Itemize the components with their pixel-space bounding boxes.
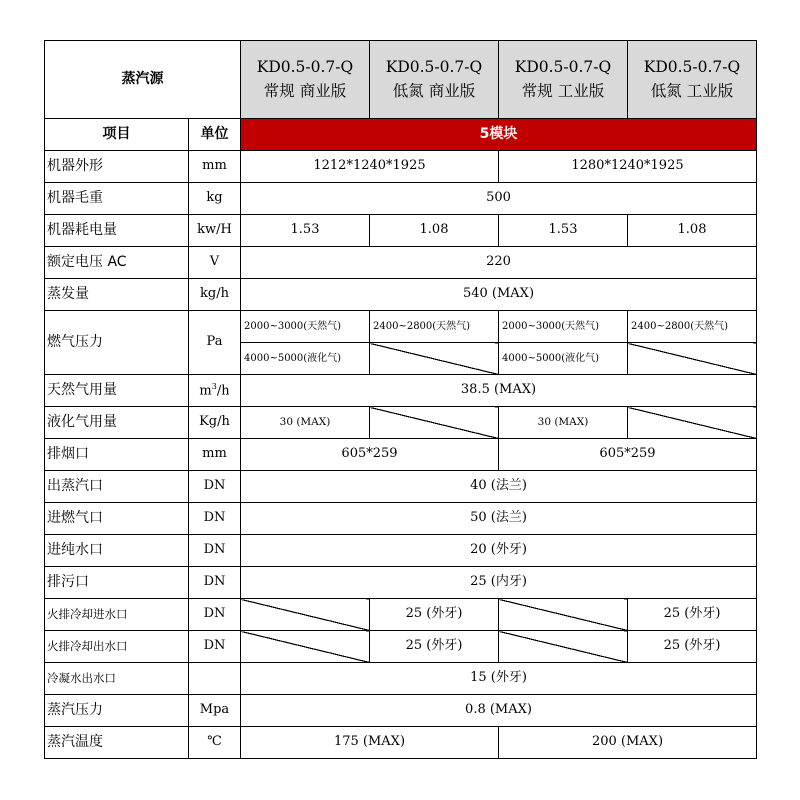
- model-header-4: KD0.5-0.7-Q 低氮 工业版: [628, 41, 757, 119]
- empty-cell: [628, 407, 757, 439]
- table-row: 出蒸汽口 DN 40 (法兰): [45, 471, 757, 503]
- model-header-1: KD0.5-0.7-Q 常规 商业版: [241, 41, 370, 119]
- model-header-2: KD0.5-0.7-Q 低氮 商业版: [370, 41, 499, 119]
- table-row: 火排冷却出水口 DN 25 (外牙) 25 (外牙): [45, 631, 757, 663]
- empty-cell: [499, 599, 628, 631]
- table-row: 排烟口 mm 605*259 605*259: [45, 439, 757, 471]
- empty-cell: [370, 407, 499, 439]
- col-header-item: 项目: [45, 119, 189, 151]
- empty-cell: [370, 343, 499, 375]
- model-header-3: KD0.5-0.7-Q 常规 工业版: [499, 41, 628, 119]
- table-row: 机器耗电量 kw/H 1.53 1.08 1.53 1.08: [45, 215, 757, 247]
- table-row: 蒸汽压力 Mpa 0.8 (MAX): [45, 695, 757, 727]
- table-row: 火排冷却进水口 DN 25 (外牙) 25 (外牙): [45, 599, 757, 631]
- empty-cell: [241, 599, 370, 631]
- empty-cell: [628, 343, 757, 375]
- empty-cell: [241, 631, 370, 663]
- table-row: 蒸汽温度 ℃ 175 (MAX) 200 (MAX): [45, 727, 757, 759]
- table-title: 蒸汽源: [45, 41, 241, 119]
- table-row: 机器外形 mm 1212*1240*1925 1280*1240*1925: [45, 151, 757, 183]
- empty-cell: [499, 631, 628, 663]
- table-row: 燃气压力 Pa 2000~3000(天然气) 2400~2800(天然气) 2000~3000(天然气) 2400~2800(天然气): [45, 311, 757, 343]
- module-banner: 5模块: [241, 119, 757, 151]
- spec-table: [44, 40, 757, 759]
- table-row: 机器毛重 kg 500: [45, 183, 757, 215]
- table-row: 进纯水口 DN 20 (外牙): [45, 535, 757, 567]
- col-header-unit: 单位: [189, 119, 241, 151]
- table-row: 4000~5000(液化气) 4000~5000(液化气): [45, 343, 757, 375]
- table-row: 排污口 DN 25 (内牙): [45, 567, 757, 599]
- table-row: 液化气用量 Kg/h 30 (MAX) 30 (MAX): [45, 407, 757, 439]
- table-row: 额定电压 AC V 220: [45, 247, 757, 279]
- table-row: 蒸发量 kg/h 540 (MAX): [45, 279, 757, 311]
- table-row: 冷凝水出水口 15 (外牙): [45, 663, 757, 695]
- table-row: 天然气用量 $m^3/h$ 38.5 (MAX): [45, 375, 757, 407]
- table-row: 进燃气口 DN 50 (法兰): [45, 503, 757, 535]
